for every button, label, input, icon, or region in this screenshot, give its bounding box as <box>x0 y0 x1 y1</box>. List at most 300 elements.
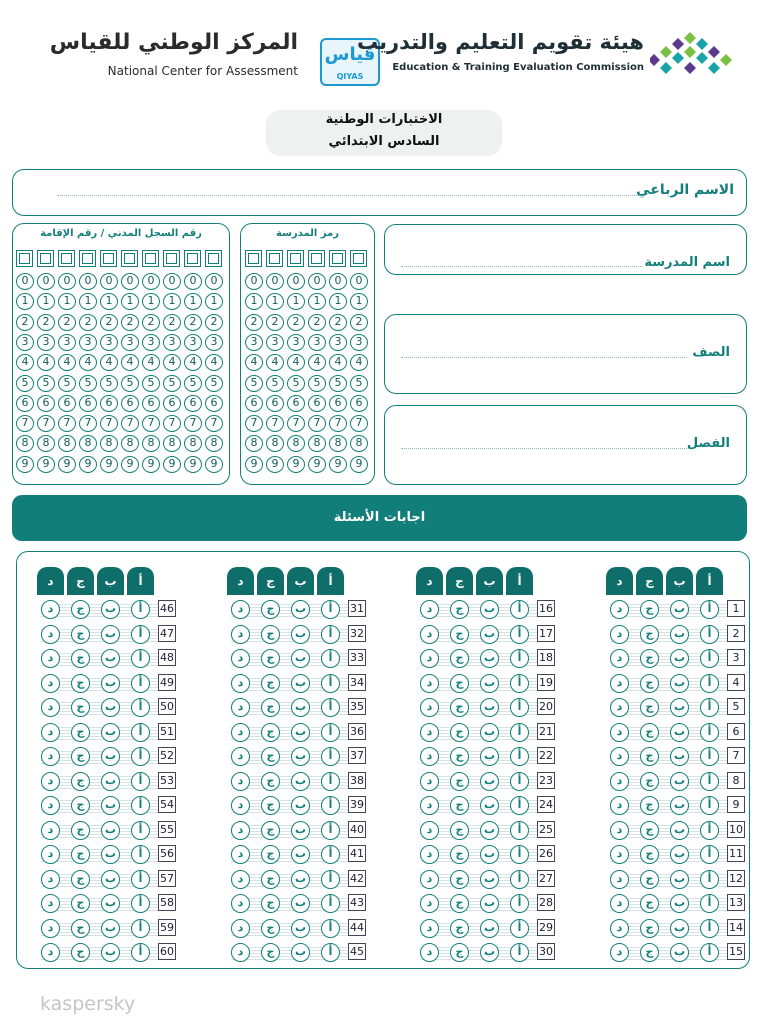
civil-id-entry-box[interactable] <box>16 250 33 267</box>
answer-bubble[interactable]: أ <box>510 845 529 864</box>
civil-id-digit-bubble[interactable]: 0 <box>100 273 118 290</box>
school-code-digit-bubble[interactable]: 9 <box>350 456 368 473</box>
civil-id-entry-box[interactable] <box>163 250 180 267</box>
answer-bubble[interactable]: ب <box>101 845 120 864</box>
answer-bubble[interactable]: ج <box>640 870 659 889</box>
answer-bubble[interactable]: د <box>420 772 439 791</box>
civil-id-digit-bubble[interactable]: 5 <box>16 375 34 392</box>
answer-bubble[interactable]: أ <box>131 649 150 668</box>
school-code-digit-bubble[interactable]: 4 <box>266 354 284 371</box>
answer-bubble[interactable]: ب <box>480 821 499 840</box>
civil-id-digit-bubble[interactable]: 4 <box>205 354 223 371</box>
school-code-digit-bubble[interactable]: 0 <box>350 273 368 290</box>
answer-bubble[interactable]: أ <box>510 772 529 791</box>
answer-bubble[interactable]: د <box>610 723 629 742</box>
answer-bubble[interactable]: ج <box>640 649 659 668</box>
civil-id-entry-box[interactable] <box>58 250 75 267</box>
school-code-digit-bubble[interactable]: 1 <box>266 293 284 310</box>
civil-id-digit-bubble[interactable]: 1 <box>79 293 97 310</box>
answer-bubble[interactable]: ب <box>291 674 310 693</box>
answer-bubble[interactable]: ج <box>71 649 90 668</box>
answer-bubble[interactable]: أ <box>321 772 340 791</box>
answer-bubble[interactable]: ج <box>450 870 469 889</box>
civil-id-digit-bubble[interactable]: 0 <box>121 273 139 290</box>
answer-bubble[interactable]: أ <box>510 919 529 938</box>
answer-bubble[interactable]: ب <box>291 870 310 889</box>
answer-bubble[interactable]: د <box>610 649 629 668</box>
school-code-digit-bubble[interactable]: 8 <box>308 435 326 452</box>
answer-bubble[interactable]: ب <box>101 943 120 962</box>
answer-bubble[interactable]: ج <box>261 649 280 668</box>
civil-id-digit-bubble[interactable]: 7 <box>58 415 76 432</box>
answer-bubble[interactable]: أ <box>510 821 529 840</box>
civil-id-digit-bubble[interactable]: 9 <box>58 456 76 473</box>
answer-bubble[interactable]: أ <box>700 919 719 938</box>
answer-bubble[interactable]: أ <box>700 625 719 644</box>
answer-bubble[interactable]: ب <box>291 747 310 766</box>
civil-id-digit-bubble[interactable]: 3 <box>79 334 97 351</box>
answer-bubble[interactable]: أ <box>131 747 150 766</box>
school-code-digit-bubble[interactable]: 8 <box>287 435 305 452</box>
answer-bubble[interactable]: ب <box>480 870 499 889</box>
answer-bubble[interactable]: ب <box>480 845 499 864</box>
answer-bubble[interactable]: د <box>610 821 629 840</box>
answer-bubble[interactable]: د <box>420 698 439 717</box>
civil-id-digit-bubble[interactable]: 9 <box>16 456 34 473</box>
answer-bubble[interactable]: ب <box>291 894 310 913</box>
school-code-digit-bubble[interactable]: 6 <box>287 395 305 412</box>
answer-bubble[interactable]: ج <box>450 772 469 791</box>
answer-bubble[interactable]: ب <box>480 796 499 815</box>
answer-bubble[interactable]: أ <box>131 772 150 791</box>
answer-bubble[interactable]: د <box>41 747 60 766</box>
school-code-digit-bubble[interactable]: 4 <box>308 354 326 371</box>
answer-bubble[interactable]: أ <box>510 747 529 766</box>
answer-bubble[interactable]: د <box>420 625 439 644</box>
answer-bubble[interactable]: د <box>420 747 439 766</box>
school-code-digit-bubble[interactable]: 5 <box>287 375 305 392</box>
answer-bubble[interactable]: د <box>420 943 439 962</box>
answer-bubble[interactable]: أ <box>510 894 529 913</box>
civil-id-digit-bubble[interactable]: 9 <box>142 456 160 473</box>
answer-bubble[interactable]: ج <box>71 600 90 619</box>
answer-bubble[interactable]: ب <box>291 698 310 717</box>
answer-bubble[interactable]: ب <box>670 625 689 644</box>
answer-bubble[interactable]: ب <box>101 649 120 668</box>
civil-id-digit-bubble[interactable]: 6 <box>121 395 139 412</box>
school-code-digit-bubble[interactable]: 5 <box>329 375 347 392</box>
answer-bubble[interactable]: د <box>610 796 629 815</box>
answer-bubble[interactable]: ج <box>640 747 659 766</box>
grade-line[interactable] <box>401 357 687 358</box>
answer-bubble[interactable]: أ <box>321 919 340 938</box>
school-code-digit-bubble[interactable]: 3 <box>308 334 326 351</box>
civil-id-digit-bubble[interactable]: 1 <box>37 293 55 310</box>
answer-bubble[interactable]: ج <box>261 894 280 913</box>
civil-id-digit-bubble[interactable]: 0 <box>79 273 97 290</box>
answer-bubble[interactable]: أ <box>510 600 529 619</box>
answer-bubble[interactable]: ب <box>670 919 689 938</box>
answer-bubble[interactable]: أ <box>510 625 529 644</box>
answer-bubble[interactable]: ب <box>101 600 120 619</box>
civil-id-digit-bubble[interactable]: 8 <box>121 435 139 452</box>
school-code-digit-bubble[interactable]: 8 <box>266 435 284 452</box>
school-code-digit-bubble[interactable]: 9 <box>245 456 263 473</box>
civil-id-digit-bubble[interactable]: 4 <box>121 354 139 371</box>
civil-id-digit-bubble[interactable]: 7 <box>79 415 97 432</box>
school-code-digit-bubble[interactable]: 5 <box>266 375 284 392</box>
answer-bubble[interactable]: ج <box>71 723 90 742</box>
answer-bubble[interactable]: ج <box>261 698 280 717</box>
answer-bubble[interactable]: ج <box>71 894 90 913</box>
school-code-digit-bubble[interactable]: 0 <box>329 273 347 290</box>
school-code-digit-bubble[interactable]: 1 <box>245 293 263 310</box>
civil-id-entry-box[interactable] <box>205 250 222 267</box>
answer-bubble[interactable]: أ <box>321 698 340 717</box>
answer-bubble[interactable]: أ <box>700 821 719 840</box>
civil-id-digit-bubble[interactable]: 0 <box>58 273 76 290</box>
answer-bubble[interactable]: د <box>41 870 60 889</box>
answer-bubble[interactable]: أ <box>131 919 150 938</box>
school-code-digit-bubble[interactable]: 7 <box>245 415 263 432</box>
answer-bubble[interactable]: د <box>231 723 250 742</box>
answer-bubble[interactable]: أ <box>700 845 719 864</box>
answer-bubble[interactable]: د <box>231 600 250 619</box>
civil-id-digit-bubble[interactable]: 2 <box>163 314 181 331</box>
answer-bubble[interactable]: د <box>420 894 439 913</box>
answer-bubble[interactable]: ب <box>291 723 310 742</box>
answer-bubble[interactable]: ج <box>71 821 90 840</box>
civil-id-digit-bubble[interactable]: 7 <box>142 415 160 432</box>
civil-id-digit-bubble[interactable]: 3 <box>100 334 118 351</box>
class-line[interactable] <box>401 448 689 449</box>
answer-bubble[interactable]: د <box>420 821 439 840</box>
civil-id-entry-box[interactable] <box>121 250 138 267</box>
school-code-digit-bubble[interactable]: 6 <box>329 395 347 412</box>
answer-bubble[interactable]: ج <box>261 845 280 864</box>
answer-bubble[interactable]: ج <box>261 747 280 766</box>
civil-id-digit-bubble[interactable]: 8 <box>58 435 76 452</box>
answer-bubble[interactable]: أ <box>131 845 150 864</box>
answer-bubble[interactable]: ج <box>71 625 90 644</box>
answer-bubble[interactable]: ج <box>450 747 469 766</box>
civil-id-digit-bubble[interactable]: 2 <box>16 314 34 331</box>
civil-id-digit-bubble[interactable]: 3 <box>184 334 202 351</box>
answer-bubble[interactable]: ج <box>450 698 469 717</box>
answer-bubble[interactable]: د <box>231 625 250 644</box>
answer-bubble[interactable]: ب <box>670 943 689 962</box>
civil-id-digit-bubble[interactable]: 5 <box>121 375 139 392</box>
answer-bubble[interactable]: أ <box>131 600 150 619</box>
answer-bubble[interactable]: ب <box>480 674 499 693</box>
answer-bubble[interactable]: ج <box>261 600 280 619</box>
civil-id-digit-bubble[interactable]: 7 <box>184 415 202 432</box>
answer-bubble[interactable]: أ <box>131 894 150 913</box>
answer-bubble[interactable]: د <box>610 698 629 717</box>
answer-bubble[interactable]: د <box>231 919 250 938</box>
answer-bubble[interactable]: د <box>420 723 439 742</box>
answer-bubble[interactable]: ب <box>291 796 310 815</box>
civil-id-digit-bubble[interactable]: 1 <box>163 293 181 310</box>
civil-id-digit-bubble[interactable]: 1 <box>58 293 76 310</box>
answer-bubble[interactable]: د <box>610 870 629 889</box>
answer-bubble[interactable]: د <box>610 674 629 693</box>
answer-bubble[interactable]: أ <box>700 796 719 815</box>
school-code-digit-bubble[interactable]: 9 <box>329 456 347 473</box>
answer-bubble[interactable]: د <box>41 845 60 864</box>
answer-bubble[interactable]: ب <box>670 723 689 742</box>
answer-bubble[interactable]: ج <box>640 600 659 619</box>
civil-id-digit-bubble[interactable]: 4 <box>184 354 202 371</box>
civil-id-digit-bubble[interactable]: 7 <box>205 415 223 432</box>
civil-id-digit-bubble[interactable]: 0 <box>37 273 55 290</box>
answer-bubble[interactable]: أ <box>510 649 529 668</box>
answer-bubble[interactable]: د <box>41 772 60 791</box>
answer-bubble[interactable]: ج <box>640 772 659 791</box>
answer-bubble[interactable]: أ <box>510 723 529 742</box>
answer-bubble[interactable]: أ <box>131 943 150 962</box>
answer-bubble[interactable]: أ <box>131 625 150 644</box>
answer-bubble[interactable]: ب <box>480 600 499 619</box>
civil-id-digit-bubble[interactable]: 5 <box>79 375 97 392</box>
civil-id-digit-bubble[interactable]: 4 <box>142 354 160 371</box>
school-code-entry-box[interactable] <box>245 250 262 267</box>
answer-bubble[interactable]: ج <box>640 943 659 962</box>
answer-bubble[interactable]: ب <box>670 796 689 815</box>
answer-bubble[interactable]: أ <box>321 870 340 889</box>
civil-id-digit-bubble[interactable]: 8 <box>163 435 181 452</box>
answer-bubble[interactable]: ج <box>640 625 659 644</box>
answer-bubble[interactable]: د <box>41 723 60 742</box>
answer-bubble[interactable]: أ <box>321 625 340 644</box>
civil-id-digit-bubble[interactable]: 9 <box>205 456 223 473</box>
school-code-digit-bubble[interactable]: 9 <box>308 456 326 473</box>
answer-bubble[interactable]: ج <box>71 747 90 766</box>
answer-bubble[interactable]: ب <box>480 649 499 668</box>
civil-id-digit-bubble[interactable]: 7 <box>121 415 139 432</box>
civil-id-digit-bubble[interactable]: 5 <box>205 375 223 392</box>
civil-id-digit-bubble[interactable]: 3 <box>16 334 34 351</box>
civil-id-digit-bubble[interactable]: 0 <box>142 273 160 290</box>
answer-bubble[interactable]: ج <box>71 919 90 938</box>
answer-bubble[interactable]: ب <box>291 600 310 619</box>
answer-bubble[interactable]: ج <box>261 796 280 815</box>
answer-bubble[interactable]: أ <box>321 674 340 693</box>
answer-bubble[interactable]: أ <box>700 649 719 668</box>
answer-bubble[interactable]: ب <box>670 747 689 766</box>
answer-bubble[interactable]: أ <box>510 698 529 717</box>
civil-id-digit-bubble[interactable]: 6 <box>58 395 76 412</box>
school-code-digit-bubble[interactable]: 4 <box>329 354 347 371</box>
answer-bubble[interactable]: د <box>41 600 60 619</box>
full-name-line[interactable] <box>57 195 639 196</box>
answer-bubble[interactable]: د <box>231 796 250 815</box>
answer-bubble[interactable]: د <box>41 894 60 913</box>
school-code-digit-bubble[interactable]: 5 <box>245 375 263 392</box>
school-code-digit-bubble[interactable]: 0 <box>245 273 263 290</box>
civil-id-digit-bubble[interactable]: 2 <box>79 314 97 331</box>
answer-bubble[interactable]: د <box>610 772 629 791</box>
civil-id-digit-bubble[interactable]: 0 <box>16 273 34 290</box>
answer-bubble[interactable]: ج <box>450 674 469 693</box>
school-code-digit-bubble[interactable]: 0 <box>287 273 305 290</box>
answer-bubble[interactable]: د <box>610 943 629 962</box>
answer-bubble[interactable]: أ <box>321 747 340 766</box>
civil-id-digit-bubble[interactable]: 7 <box>16 415 34 432</box>
school-code-digit-bubble[interactable]: 6 <box>350 395 368 412</box>
answer-bubble[interactable]: ب <box>291 821 310 840</box>
school-code-digit-bubble[interactable]: 5 <box>308 375 326 392</box>
civil-id-digit-bubble[interactable]: 1 <box>121 293 139 310</box>
school-code-digit-bubble[interactable]: 7 <box>329 415 347 432</box>
answer-bubble[interactable]: ج <box>640 698 659 717</box>
answer-bubble[interactable]: ب <box>480 723 499 742</box>
civil-id-digit-bubble[interactable]: 8 <box>184 435 202 452</box>
civil-id-digit-bubble[interactable]: 6 <box>100 395 118 412</box>
answer-bubble[interactable]: ب <box>101 870 120 889</box>
answer-bubble[interactable]: أ <box>700 747 719 766</box>
civil-id-digit-bubble[interactable]: 9 <box>100 456 118 473</box>
school-name-line[interactable] <box>401 266 643 267</box>
school-code-digit-bubble[interactable]: 1 <box>350 293 368 310</box>
answer-bubble[interactable]: ب <box>480 894 499 913</box>
school-code-digit-bubble[interactable]: 0 <box>266 273 284 290</box>
answer-bubble[interactable]: أ <box>510 870 529 889</box>
civil-id-digit-bubble[interactable]: 6 <box>205 395 223 412</box>
answer-bubble[interactable]: د <box>610 845 629 864</box>
school-code-digit-bubble[interactable]: 1 <box>287 293 305 310</box>
answer-bubble[interactable]: د <box>231 747 250 766</box>
answer-bubble[interactable]: أ <box>321 821 340 840</box>
answer-bubble[interactable]: د <box>41 821 60 840</box>
civil-id-digit-bubble[interactable]: 5 <box>163 375 181 392</box>
answer-bubble[interactable]: ج <box>261 674 280 693</box>
answer-bubble[interactable]: ب <box>101 674 120 693</box>
answer-bubble[interactable]: د <box>41 625 60 644</box>
answer-bubble[interactable]: ب <box>480 625 499 644</box>
answer-bubble[interactable]: ج <box>640 845 659 864</box>
answer-bubble[interactable]: ب <box>101 772 120 791</box>
answer-bubble[interactable]: ب <box>670 674 689 693</box>
answer-bubble[interactable]: د <box>231 698 250 717</box>
answer-bubble[interactable]: أ <box>321 649 340 668</box>
civil-id-digit-bubble[interactable]: 1 <box>16 293 34 310</box>
civil-id-digit-bubble[interactable]: 0 <box>184 273 202 290</box>
civil-id-digit-bubble[interactable]: 4 <box>163 354 181 371</box>
answer-bubble[interactable]: أ <box>700 894 719 913</box>
school-code-digit-bubble[interactable]: 2 <box>266 314 284 331</box>
answer-bubble[interactable]: ج <box>450 919 469 938</box>
civil-id-digit-bubble[interactable]: 2 <box>205 314 223 331</box>
answer-bubble[interactable]: ب <box>480 698 499 717</box>
answer-bubble[interactable]: د <box>610 747 629 766</box>
answer-bubble[interactable]: أ <box>131 870 150 889</box>
answer-bubble[interactable]: ج <box>450 625 469 644</box>
answer-bubble[interactable]: أ <box>700 723 719 742</box>
school-code-digit-bubble[interactable]: 6 <box>266 395 284 412</box>
answer-bubble[interactable]: ب <box>670 845 689 864</box>
answer-bubble[interactable]: ج <box>71 772 90 791</box>
school-code-digit-bubble[interactable]: 2 <box>245 314 263 331</box>
answer-bubble[interactable]: أ <box>700 870 719 889</box>
answer-bubble[interactable]: د <box>231 674 250 693</box>
answer-bubble[interactable]: أ <box>510 796 529 815</box>
civil-id-digit-bubble[interactable]: 7 <box>100 415 118 432</box>
answer-bubble[interactable]: أ <box>131 698 150 717</box>
school-code-digit-bubble[interactable]: 3 <box>245 334 263 351</box>
answer-bubble[interactable]: أ <box>700 772 719 791</box>
answer-bubble[interactable]: ج <box>71 674 90 693</box>
answer-bubble[interactable]: د <box>231 870 250 889</box>
answer-bubble[interactable]: ب <box>101 894 120 913</box>
school-code-digit-bubble[interactable]: 2 <box>350 314 368 331</box>
answer-bubble[interactable]: د <box>41 698 60 717</box>
answer-bubble[interactable]: د <box>420 674 439 693</box>
school-code-entry-box[interactable] <box>350 250 367 267</box>
answer-bubble[interactable]: ب <box>480 772 499 791</box>
school-code-digit-bubble[interactable]: 7 <box>266 415 284 432</box>
civil-id-digit-bubble[interactable]: 1 <box>100 293 118 310</box>
answer-bubble[interactable]: ب <box>670 894 689 913</box>
answer-bubble[interactable]: ج <box>450 796 469 815</box>
school-code-digit-bubble[interactable]: 3 <box>266 334 284 351</box>
answer-bubble[interactable]: ب <box>291 919 310 938</box>
answer-bubble[interactable]: ج <box>640 894 659 913</box>
school-code-digit-bubble[interactable]: 7 <box>350 415 368 432</box>
civil-id-entry-box[interactable] <box>79 250 96 267</box>
answer-bubble[interactable]: د <box>610 919 629 938</box>
answer-bubble[interactable]: د <box>610 625 629 644</box>
school-code-digit-bubble[interactable]: 7 <box>308 415 326 432</box>
answer-bubble[interactable]: أ <box>131 796 150 815</box>
school-code-digit-bubble[interactable]: 9 <box>266 456 284 473</box>
answer-bubble[interactable]: ج <box>71 943 90 962</box>
answer-bubble[interactable]: أ <box>321 845 340 864</box>
answer-bubble[interactable]: د <box>420 649 439 668</box>
answer-bubble[interactable]: د <box>231 821 250 840</box>
answer-bubble[interactable]: د <box>420 870 439 889</box>
answer-bubble[interactable]: ب <box>670 600 689 619</box>
answer-bubble[interactable]: ب <box>101 747 120 766</box>
civil-id-digit-bubble[interactable]: 5 <box>142 375 160 392</box>
civil-id-entry-box[interactable] <box>37 250 54 267</box>
answer-bubble[interactable]: د <box>41 796 60 815</box>
civil-id-digit-bubble[interactable]: 3 <box>37 334 55 351</box>
answer-bubble[interactable]: ب <box>670 870 689 889</box>
civil-id-digit-bubble[interactable]: 6 <box>16 395 34 412</box>
answer-bubble[interactable]: ج <box>71 796 90 815</box>
answer-bubble[interactable]: ب <box>291 845 310 864</box>
civil-id-digit-bubble[interactable]: 8 <box>142 435 160 452</box>
civil-id-digit-bubble[interactable]: 4 <box>58 354 76 371</box>
civil-id-digit-bubble[interactable]: 8 <box>37 435 55 452</box>
civil-id-digit-bubble[interactable]: 1 <box>205 293 223 310</box>
answer-bubble[interactable]: ب <box>480 747 499 766</box>
civil-id-digit-bubble[interactable]: 1 <box>142 293 160 310</box>
school-code-entry-box[interactable] <box>287 250 304 267</box>
answer-bubble[interactable]: أ <box>131 821 150 840</box>
civil-id-digit-bubble[interactable]: 8 <box>100 435 118 452</box>
answer-bubble[interactable]: ج <box>261 870 280 889</box>
civil-id-digit-bubble[interactable]: 9 <box>184 456 202 473</box>
civil-id-digit-bubble[interactable]: 8 <box>16 435 34 452</box>
answer-bubble[interactable]: د <box>231 894 250 913</box>
answer-bubble[interactable]: أ <box>700 943 719 962</box>
civil-id-digit-bubble[interactable]: 2 <box>121 314 139 331</box>
civil-id-digit-bubble[interactable]: 7 <box>37 415 55 432</box>
answer-bubble[interactable]: ب <box>291 625 310 644</box>
answer-bubble[interactable]: أ <box>321 894 340 913</box>
